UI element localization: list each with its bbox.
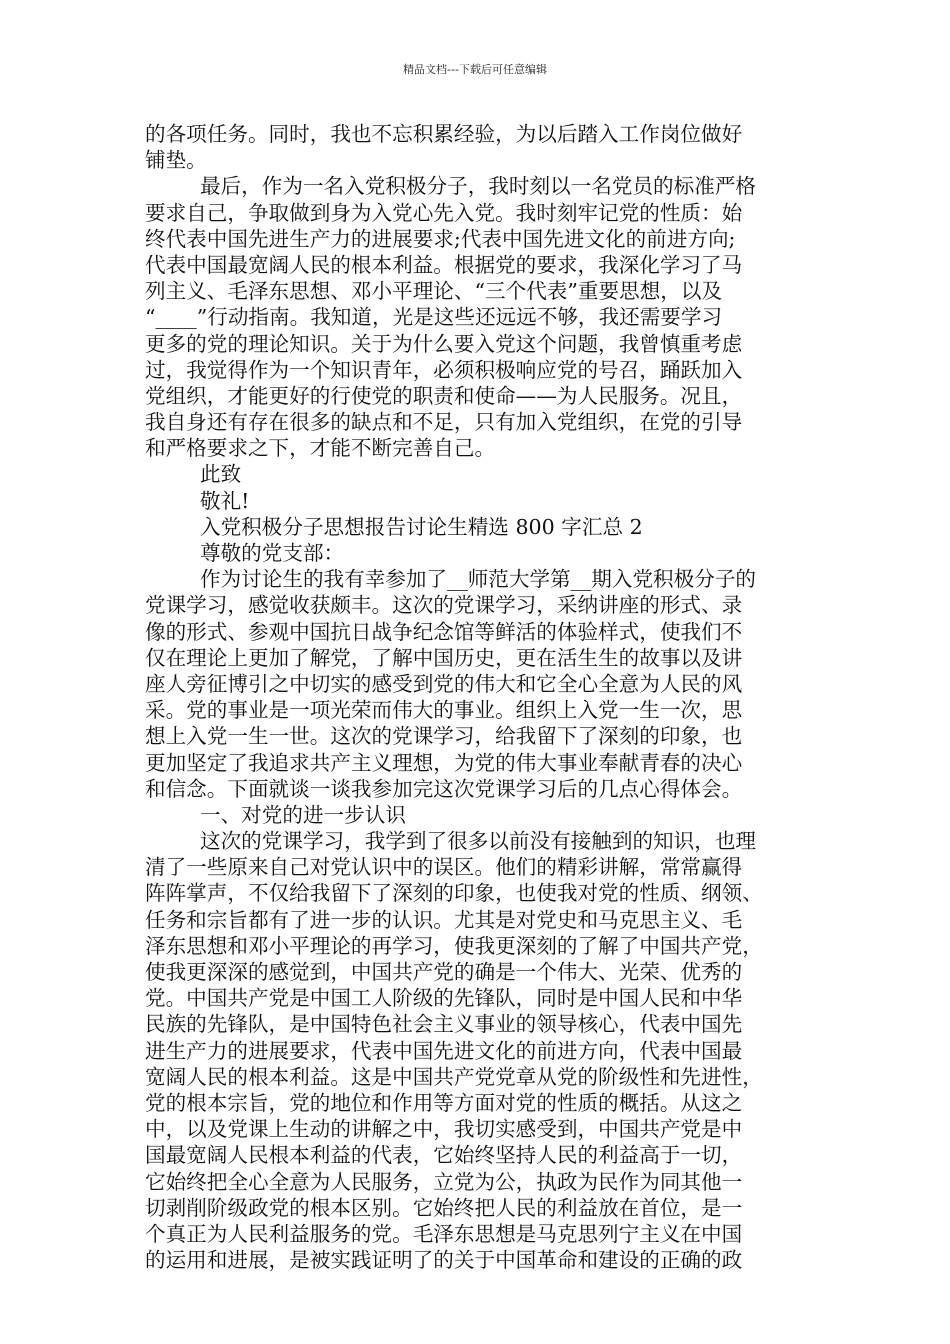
text-line: 宽阔人民的根本利益。这是中国共产党党章从党的阶级性和先进性， (145, 1064, 763, 1089)
text-line: 想上入党一生一世。这次的党课学习，给我留下了深刻的印象，也 (145, 724, 743, 749)
text-line: 它始终把全心全意为人民服务，立党为公，执政为民作为同其他一 (145, 1169, 743, 1194)
text-line: 一、对党的进一步认识 (200, 802, 406, 827)
text-line: 党。中国共产党是中国工人阶级的先锋队，同时是中国人民和中华 (145, 986, 743, 1011)
text-line: 更加坚定了我追求共产主义理想，为党的伟大事业奉献青春的决心 (145, 750, 743, 775)
text-line: 民族的先锋队，是中国特色社会主义事业的领导核心，代表中国先 (145, 1012, 743, 1037)
text-line: 个真正为人民利益服务的党。毛泽东思想是马克思列宁主义在中国 (145, 1221, 743, 1246)
text-line: 党课学习，感觉收获颇丰。这次的党课学习，采纳讲座的形式、录 (145, 593, 743, 618)
text-line: 最后，作为一名入党积极分子，我时刻以一名党员的标准严格 (200, 174, 757, 199)
text-line: 仅在理论上更加了解党，了解中国历史，更在活生生的故事以及讲 (145, 645, 743, 670)
text-line: 更多的党的理论知识。关于为什么要入党这个问题，我曾慎重考虑 (145, 331, 743, 356)
text-line: 作为讨论生的我有幸参加了__师范大学第__期入党积极分子的 (200, 567, 757, 592)
text-line: 和信念。下面就谈一谈我参加完这次党课学习后的几点心得体会。 (145, 776, 743, 801)
text-line: 使我更深深的感觉到，中国共产党的确是一个伟大、光荣、优秀的 (145, 960, 743, 984)
text-line: 党组织，才能更好的行使党的职责和使命——为人民服务。况且， (145, 383, 743, 408)
text-line: 的各项任务。同时，我也不忘积累经验，为以后踏入工作岗位做好 (145, 122, 743, 146)
text-line: 党的根本宗旨，党的地位和作用等方面对党的性质的概括。从这之 (145, 1090, 743, 1115)
text-line: 的运用和进展，是被实践证明了的关于中国革命和建设的正确的政 (145, 1248, 743, 1273)
text-line: 切剥削阶级政党的根本区别。它始终把人民的利益放在首位，是一 (145, 1195, 743, 1220)
text-line: 泽东思想和邓小平理论的再学习，使我更深刻的了解了中国共产党， (145, 933, 763, 958)
text-line: 阵阵掌声，不仅给我留下了深刻的印象，也使我对党的性质、纲领、 (145, 881, 763, 906)
text-line: 要求自己，争取做到身为入党心先入党。我时刻牢记党的性质：始 (145, 200, 743, 225)
document-body (145, 121, 805, 1273)
text-line: 铺垫。 (145, 148, 207, 173)
text-line: 入党积极分子思想报告讨论生精选 800 字汇总 2 (200, 514, 643, 539)
page-header: 精品文档---下载后可任意编辑 (403, 63, 547, 76)
text-line: 国最宽阔人民根本利益的代表，它始终坚持人民的利益高于一切， (145, 1143, 743, 1168)
text-line: 此致 (200, 462, 242, 487)
text-line: 过，我觉得作为一个知识青年，必须积极响应党的号召，踊跃加入 (145, 357, 743, 382)
text-line: 和严格要求之下，才能不断完善自己。 (145, 436, 496, 461)
text-line: “____”行动指南。我知道，光是这些还远远不够，我还需要学习 (145, 305, 723, 330)
text-line: 终代表中国先进生产力的进展要求;代表中国先进文化的前进方向; (145, 226, 736, 251)
text-line: 任务和宗旨都有了进一步的认识。尤其是对党史和马克思主义、毛 (145, 907, 743, 932)
text-line: 像的形式、参观中国抗日战争纪念馆等鲜活的体验样式，使我们不 (145, 619, 743, 644)
text-line: 清了一些原来自己对党认识中的误区。他们的精彩讲解，常常赢得 (145, 855, 743, 880)
text-line: 这次的党课学习，我学到了很多以前没有接触到的知识，也理 (200, 829, 757, 854)
text-line: 中，以及党课上生动的讲解之中，我切实感受到，中国共产党是中 (145, 1117, 743, 1142)
text-line: 代表中国最宽阔人民的根本利益。根据党的要求，我深化学习了马 (145, 252, 743, 277)
text-line: 我自身还有存在很多的缺点和不足，只有加入党组织，在党的引导 (145, 410, 743, 435)
text-line: 敬礼! (200, 488, 250, 513)
text-line: 进生产力的进展要求，代表中国先进文化的前进方向，代表中国最 (145, 1038, 743, 1063)
text-line: 采。党的事业是一项光荣而伟大的事业。组织上入党一生一次，思 (145, 698, 743, 723)
text-line: 尊敬的党支部： (200, 541, 345, 565)
text-line: 列主义、毛泽东思想、邓小平理论、“三个代表”重要思想，以及 (145, 279, 723, 304)
text-line: 座人旁征博引之中切实的感受到党的伟大和它全心全意为人民的风 (145, 671, 743, 696)
